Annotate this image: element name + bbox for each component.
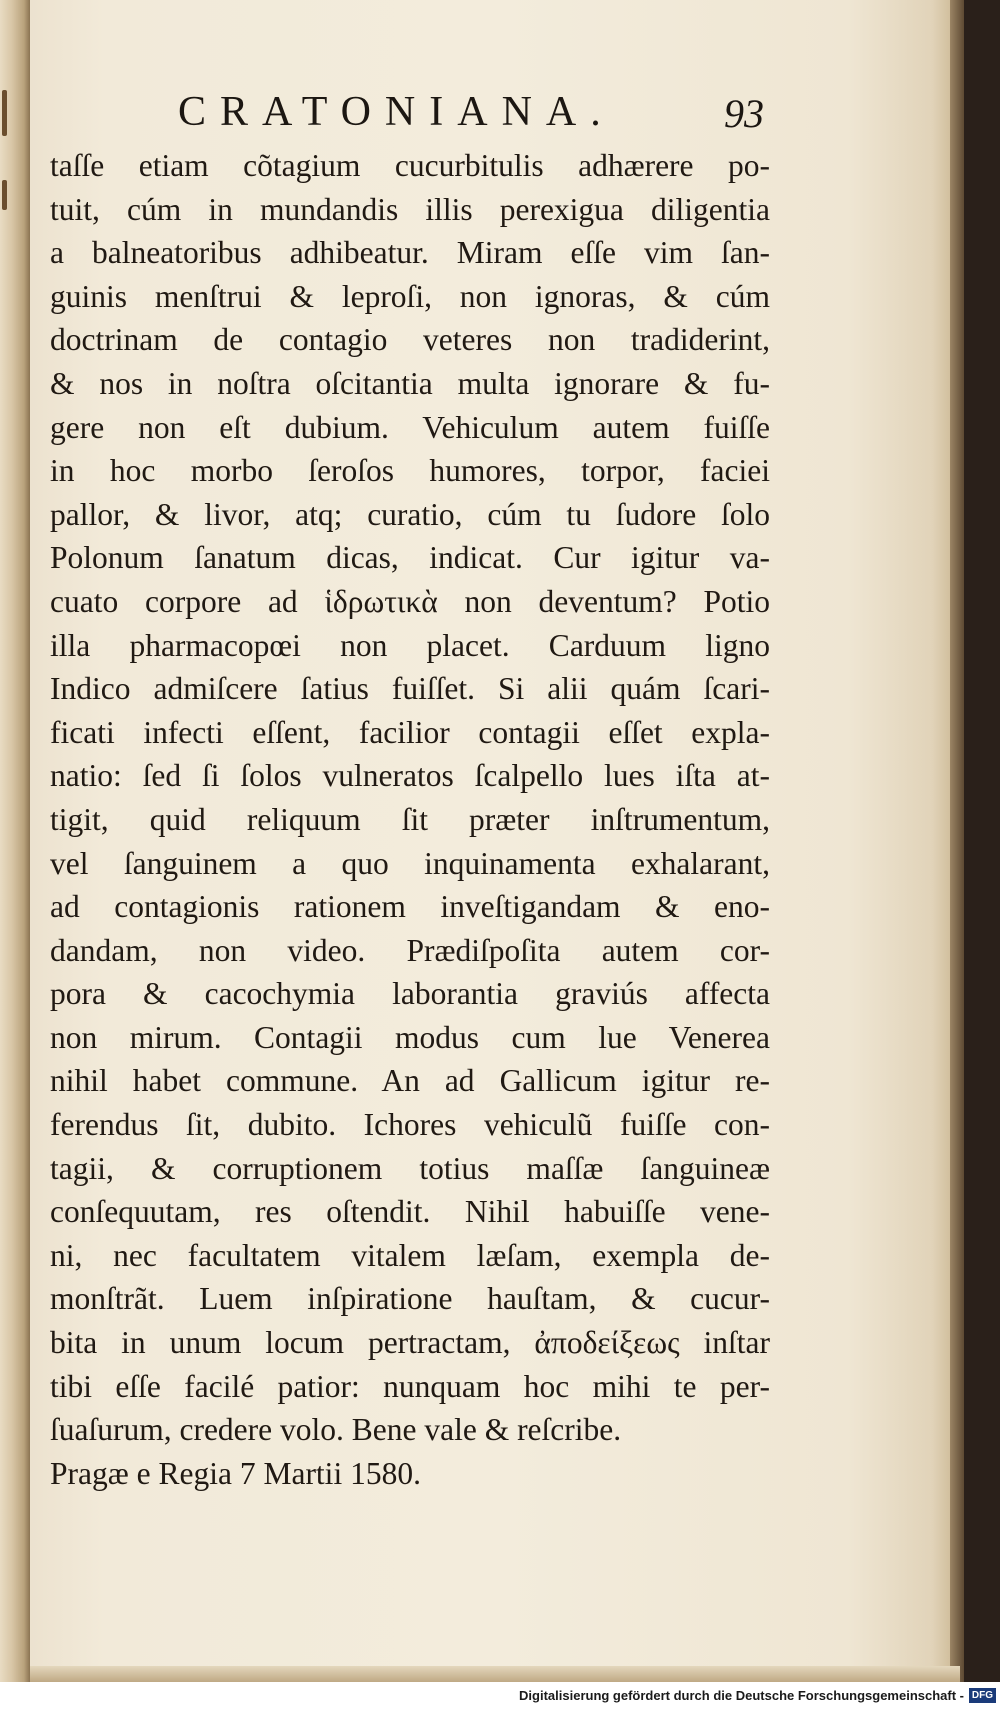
text-line: ſuaſurum, credere volo. Bene vale & reſcribe. <box>50 1412 622 1448</box>
text-line: & nos in noſtra oſcitantia multa ignorare & fu- <box>50 365 770 401</box>
text-line: non mirum. Contagii modus cum lue Venerea <box>50 1019 770 1055</box>
text-line: nihil habet commune. An ad Gallicum igitur re- <box>50 1063 770 1099</box>
text-line: natio: ſed ſi ſolos vulneratos ſcalpello lues iſta at- <box>50 758 770 794</box>
footer-bar <box>0 1682 1000 1710</box>
page-number: 93 <box>724 91 764 136</box>
text-line: Polonum ſanatum dicas, indicat. Cur igitur va- <box>50 540 770 576</box>
text-line: ferendus ſit, dubito. Ichores vehiculũ fuiſſe con- <box>50 1107 770 1143</box>
text-line: a balneatoribus adhibeatur. Miram eſſe vim ſan- <box>50 235 770 271</box>
funding-credit: Digitalisierung gefördert durch die Deutsche Forschungsgemeinschaft - <box>519 1688 964 1703</box>
gutter-stain <box>2 180 7 210</box>
text-line: guinis menſtrui & leproſi, non ignoras, & cúm <box>50 278 770 314</box>
text-line: cuato corpore ad ἱδρωτικὰ non deventum? Potio <box>50 583 770 619</box>
page-bottom-edge <box>30 1666 960 1682</box>
running-head <box>0 88 1000 138</box>
text-line-dateline: Pragæ e Regia 7 Martii 1580. <box>50 1455 421 1491</box>
text-line: tibi eſſe facilé patior: nunquam hoc mihi te per- <box>50 1368 770 1404</box>
text-line: doctrinam de contagio veteres non tradiderint, <box>50 322 770 358</box>
text-line: tuit, cúm in mundandis illis perexigua diligentia <box>50 191 770 227</box>
text-line: ad contagionis rationem inveſtigandam & eno- <box>50 889 770 925</box>
text-line: dandam, non video. Prædiſpoſita autem cor- <box>50 932 770 968</box>
text-line: taſſe etiam cõtagium cucurbitulis adhærere po- <box>50 148 770 183</box>
page-fore-edge <box>950 0 964 1710</box>
body-text <box>50 144 770 1495</box>
text-line: tagii, & corruptionem totius maſſæ ſanguineæ <box>50 1150 770 1186</box>
text-line: tigit, quid reliquum ſit præter inſtrumentum, <box>50 801 770 837</box>
text-line: conſequutam, res oſtendit. Nihil habuiſſe vene- <box>50 1194 770 1230</box>
text-line: Indico admiſcere ſatius fuiſſet. Si alii quám ſcari- <box>50 671 770 707</box>
text-line: vel ſanguinem a quo inquinamenta exhalarant, <box>50 845 770 881</box>
text-line: pora & cacochymia laborantia graviús affecta <box>50 976 770 1012</box>
dfg-logo: DFG <box>969 1688 996 1703</box>
text-line: pallor, & livor, atq; curatio, cúm tu ſudore ſolo <box>50 496 770 532</box>
book-gutter <box>0 0 30 1710</box>
running-head-title: CRATONIANA. <box>178 89 615 135</box>
text-line: in hoc morbo ſeroſos humores, torpor, faciei <box>50 453 770 489</box>
text-line: bita in unum locum pertractam, ἀποδείξεως inſtar <box>50 1325 770 1361</box>
text-line: illa pharmacopœi non placet. Carduum ligno <box>50 627 770 663</box>
text-line: ficati infecti eſſent, facilior contagii eſſet expla- <box>50 714 770 750</box>
text-line: gere non eſt dubium. Vehiculum autem fuiſſe <box>50 409 770 445</box>
text-line: ni, nec facultatem vitalem læſam, exempla de- <box>50 1237 770 1273</box>
text-line: monſtrãt. Luem inſpiratione hauſtam, & cucur- <box>50 1281 770 1317</box>
